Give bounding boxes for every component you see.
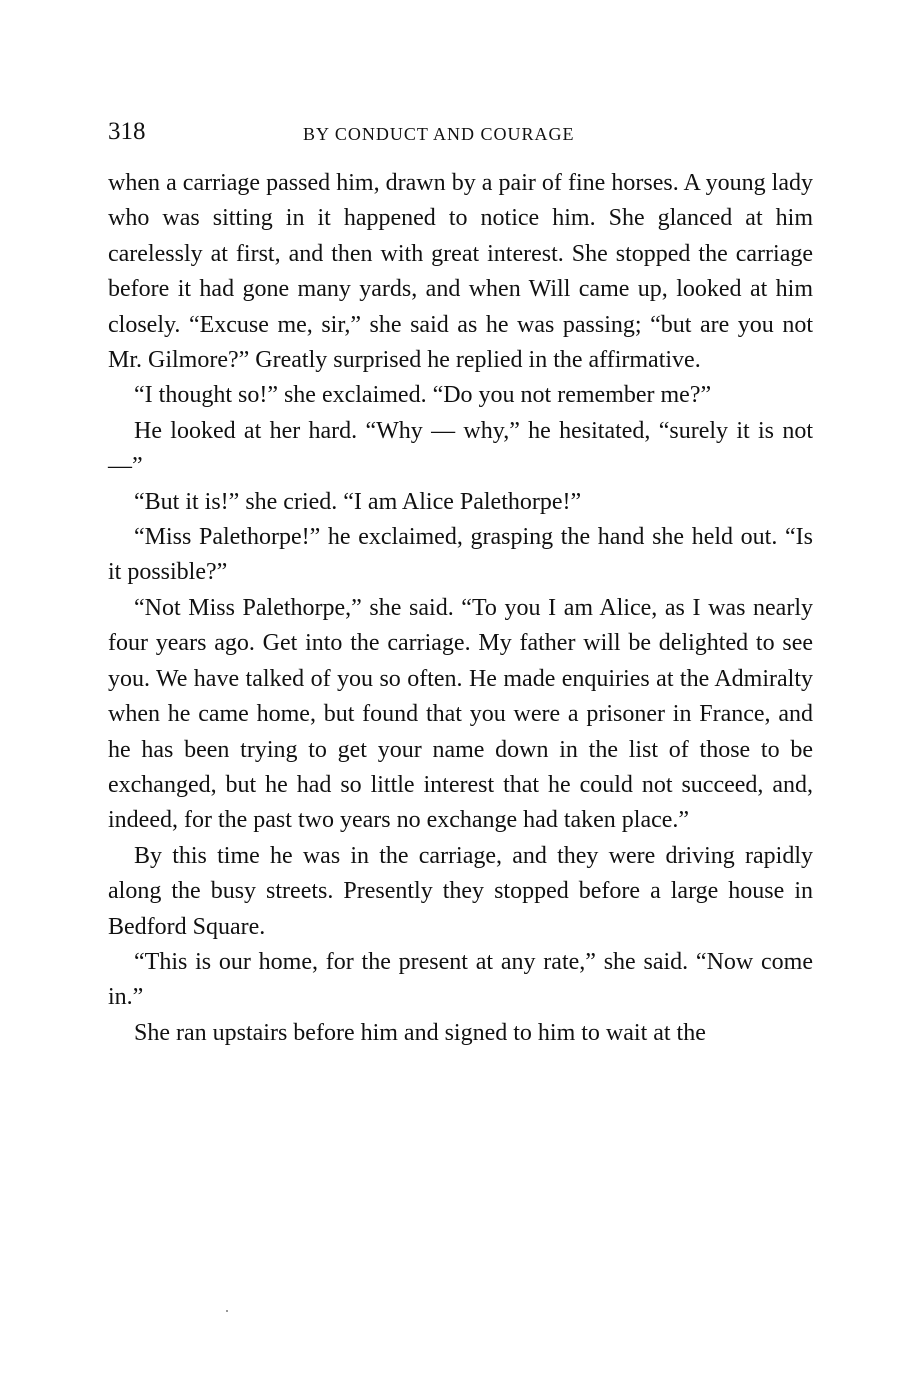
print-speck [226,1310,228,1312]
paragraph: when a carriage passed him, drawn by a pair of fine horses. A young lady who was sitting in it happened to notice him. She glanced at him carelessly at first, and then with great interest. She stopped the carriage before it had gone many yards, and when Will came up, looked at him closely. “Excuse me, sir,” she said as he was passing; “but are you not Mr. Gilmore?” Greatly surprised he replied in the affirmative. [108,170,813,374]
paragraph: “Not Miss Palethorpe,” she said. “To you I am Alice, as I was nearly four years ago. Get into the carriage. My father will be delighted to see you. We have talked of you so often. He made enquiries at the Admiralty when he came home, but found that you were a prisoner in France, and he has been trying to get your name down in the list of those to be exchanged, but he had so little interest that he could not succeed, and, indeed, for the past two years no exchange had taken place.” [108,594,813,834]
running-head: BY CONDUCT AND COURAGE [303,124,575,144]
paragraph: “Miss Palethorpe!” he exclaimed, grasping the hand she held out. “Is it possible?” [108,524,813,586]
page-number: 318 [108,118,146,145]
paragraph: He looked at her hard. “Why — why,” he hesitated, “surely it is not—” [108,417,813,480]
paragraph: By this time he was in the carriage, and they were driving rapidly along the busy streets. Presently they stopped before a large house in Bedford Square. [108,842,813,940]
paragraph: “This is our home, for the present at any rate,” she said. “Now come in.” [108,948,813,1011]
paragraph: She ran upstairs before him and signed to him to wait at the [134,1019,706,1046]
page-header [108,114,813,150]
paragraph: “I thought so!” she exclaimed. “Do you not remember me?” [134,382,712,409]
paragraph: “But it is!” she cried. “I am Alice Palethorpe!” [134,488,582,515]
body-text [108,166,813,1051]
